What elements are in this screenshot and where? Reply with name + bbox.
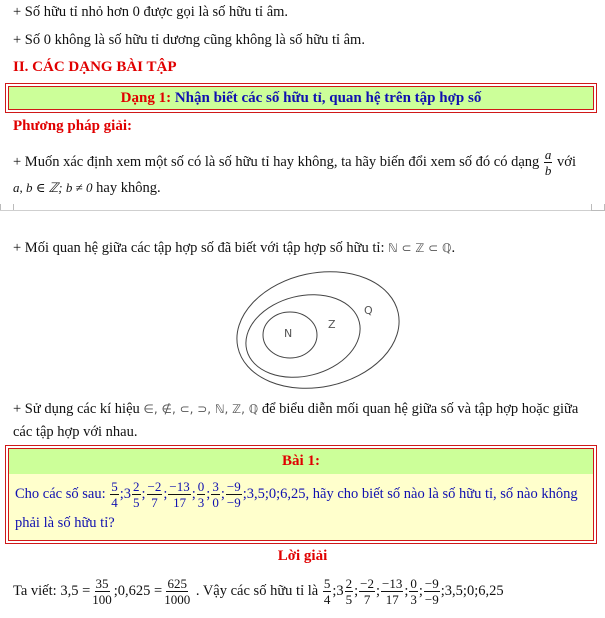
intro-line-1: + Số hữu tỉ nhỏ hơn 0 được gọi là số hữu tỉ âm. (13, 4, 289, 20)
method-p1-end: hay không. (96, 180, 161, 196)
fraction: $\frac{-2}{7}$ (360, 576, 374, 608)
dang-label: Dạng 1: (120, 90, 172, 106)
fraction: $\frac{2}{5}$ (133, 479, 140, 511)
fraction: $\frac{5}{4}$ (323, 576, 331, 608)
set-n-label: N (284, 327, 293, 340)
method-p3-text: + Sử dụng các kí hiệu (13, 401, 140, 417)
method-paragraph-3 (13, 401, 578, 418)
fraction: $\frac{-9}{-9}$ (424, 576, 439, 608)
exercise-body (9, 474, 593, 536)
exercise-question: , hãy cho biết số nào là số hữu tỉ, số nào không (305, 486, 578, 502)
fraction: $\frac{0}{3}$ (197, 479, 205, 511)
solution-tail: ;3,5;0;6,25 (440, 583, 504, 599)
fraction-numerator: a (544, 147, 552, 162)
method-p2-text: + Mối quan hệ giữa các tập hợp số đã biết với tập hợp số hữu tỉ: (13, 240, 385, 256)
method-paragraph-1-line-2 (13, 180, 161, 197)
method-paragraph-1 (13, 148, 576, 177)
fraction: $\frac{3}{0}$ (212, 479, 219, 511)
method-heading: Phương pháp giải: (13, 118, 133, 134)
fraction-a-over-b (544, 148, 553, 177)
set-inclusion-math: ℕ ⊂ ℤ ⊂ ℚ (388, 241, 452, 255)
eq2-left: ;0,625 = (113, 583, 163, 599)
solution-conclusion: . Vậy các số hữu tỉ là (195, 583, 319, 599)
fraction: $\frac{-9}{-9}$ (226, 479, 241, 511)
fraction: $\frac{-2}{7}$ (147, 479, 162, 511)
exercise-title: Bài 1: (9, 449, 593, 474)
period: . (451, 240, 456, 256)
exercise-prefix: Cho các số sau: (15, 486, 106, 502)
venn-diagram (228, 268, 408, 393)
exercise-box (5, 445, 597, 544)
method-p1-text: + Muốn xác định xem một số có là số hữu tỉ hay không, ta hãy biến đổi xem số đó có dạng (13, 153, 540, 170)
intro-line-2: + Số 0 không là số hữu tỉ dương cũng không là số hữu tỉ âm. (13, 32, 365, 48)
exercise-tail-numbers: ;3,5;0;6,25 (242, 486, 306, 502)
fraction: $\frac{5}{4}$ (111, 479, 118, 511)
fraction: $\frac{625}{1000}$ (164, 576, 191, 608)
set-q-label: Q (364, 304, 373, 317)
method-p1-after: với (557, 153, 576, 170)
eq1-left: 3,5 = (60, 583, 91, 599)
method-paragraph-2 (13, 240, 455, 257)
exercise-line-2: phải là số hữu tỉ? (15, 515, 115, 531)
set-z-label: Z (328, 318, 336, 331)
fraction: $\frac{-13}{17}$ (382, 576, 403, 608)
dang-title: Nhận biết các số hữu tỉ, quan hệ trên tập hợp số (174, 90, 482, 106)
section-title: II. CÁC DẠNG BÀI TẬP (13, 59, 177, 75)
method-paragraph-3-line-2: các tập hợp với nhau. (13, 424, 138, 440)
solution-line: Ta viết: 3,5 = $\frac{35}{100}$ ;0,625 = $\frac{625}{1000}$ . Vậy các số hữu tỉ là $\frac{5}{4}$ ;3 $\frac{2}{5}$ ; $\frac{-2}{7}$ ; $\frac{-13}{17}$ ; $\frac{0}{3}$ ; $\frac{-9}{-9}$ ;3,5;0;6,25 (13, 576, 504, 608)
fraction: $\frac{35}{100}$ (92, 576, 112, 608)
mixed-whole: 3 (123, 486, 132, 502)
fraction: $\frac{2}{5}$ (345, 576, 353, 608)
page-break-marker-right (591, 204, 605, 211)
solution-prefix: Ta viết: (13, 583, 57, 599)
condition-math: a, b ∈ ℤ; b ≠ 0 (13, 180, 93, 195)
page-break (0, 210, 605, 211)
method-p3-after: để biểu diễn mối quan hệ giữa số và tập hợp hoặc giữa (261, 401, 579, 417)
set-q-ellipse (228, 268, 408, 393)
solution-heading: Lời giải (277, 548, 328, 564)
exercise-line-1: Cho các số sau: $\frac{5}{4}$ ;3 $\frac{2}{5}$ ; $\frac{-2}{7}$ ; $\frac{-13}{17}$ ; $\frac{0}{3}$ ; $\frac{3}{0}$ ; $\frac{-9}{-9}$ ;3,5;0;6,25, hãy cho biết số nào là số hữu tỉ, số nào không (15, 479, 578, 511)
dang-box (5, 83, 597, 113)
fraction-denominator: b (544, 163, 552, 178)
symbols-math: ∈, ∉, ⊂, ⊃, ℕ, ℤ, ℚ (143, 402, 259, 416)
fraction: $\frac{-13}{17}$ (169, 479, 190, 511)
fraction: $\frac{0}{3}$ (410, 576, 417, 608)
exercise-inner (8, 448, 594, 541)
dang-header (8, 86, 594, 110)
